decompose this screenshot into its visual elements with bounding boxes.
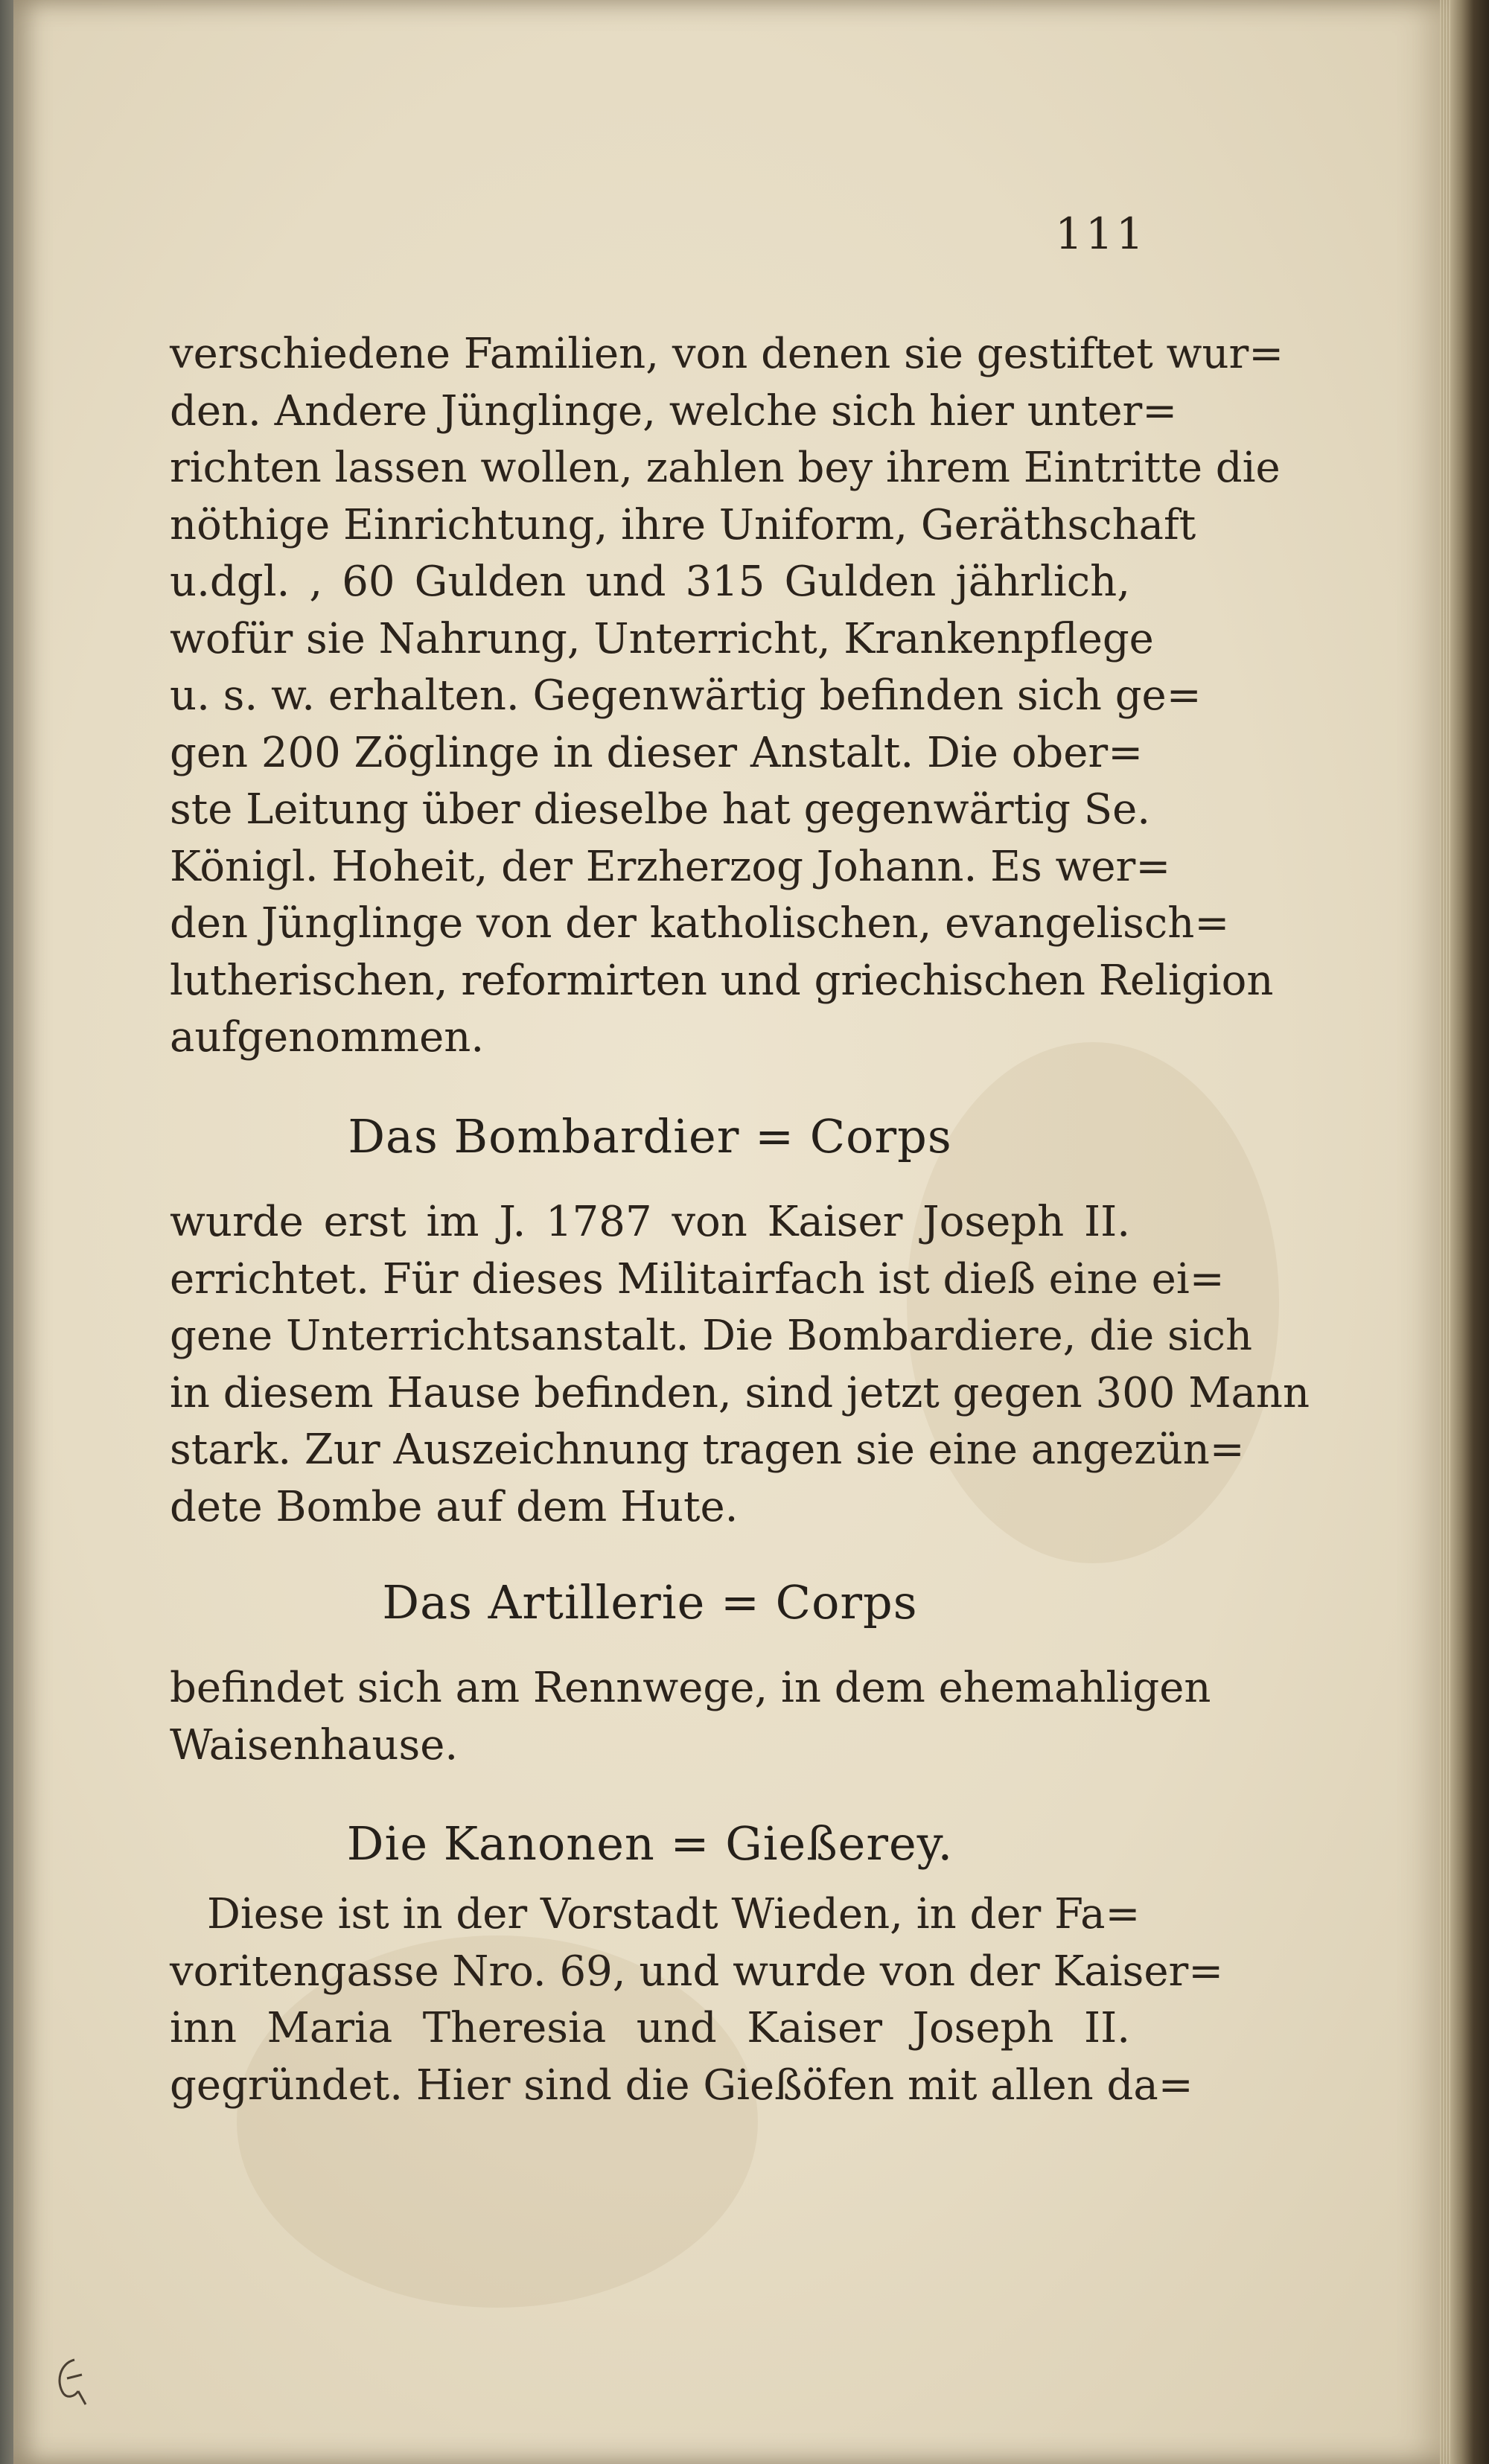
text-line: gene Unterrichtsanstalt. Die Bombardiere, die sich <box>170 1312 1253 1360</box>
text-line: u. s. w. erhalten. Gegenwärtig befinden sich ge= <box>170 671 1202 720</box>
text-line: den. Andere Jünglinge, welche sich hier unter= <box>170 386 1178 435</box>
text-line: ste Leitung über dieselbe hat gegenwärtig Se. <box>170 785 1151 834</box>
section-heading-artillerie: Das Artillerie = Corps <box>382 1575 918 1630</box>
text-line: verschiedene Familien, von denen sie gestiftet wur= <box>170 330 1284 378</box>
text-line: in diesem Hause befinden, sind jetzt gegen 300 Mann <box>170 1368 1310 1417</box>
text-line: nöthige Einrichtung, ihre Uniform, Geräthschaft <box>170 500 1196 549</box>
text-line: lutherischen, reformirten und griechischen Religion <box>170 956 1274 1005</box>
text-line: wurde erst im J. 1787 von Kaiser Joseph II. <box>170 1198 1130 1246</box>
text-line: Königl. Hoheit, der Erzherzog Johann. Es wer= <box>170 842 1171 891</box>
text-line: errichtet. Für dieses Militairfach ist dieß eine ei= <box>170 1254 1225 1303</box>
paragraph-3 <box>170 1660 1211 1774</box>
section-heading-bombardier: Das Bombardier = Corps <box>348 1109 952 1164</box>
book-gutter <box>0 0 13 2464</box>
book-spine-edge <box>1450 0 1489 2464</box>
text-line: gegründet. Hier sind die Gießöfen mit allen da= <box>170 2061 1193 2110</box>
text-line: u.dgl. , 60 Gulden und 315 Gulden jährlich, <box>170 558 1130 606</box>
text-line: voritengasse Nro. 69, und wurde von der Kaiser= <box>170 1947 1224 1996</box>
text-line: richten lassen wollen, zahlen bey ihrem Eintritte die <box>170 444 1281 492</box>
text-line: Diese ist in der Vorstadt Wieden, in der Fa= <box>207 1890 1141 1938</box>
paragraph-1 <box>170 326 1284 1067</box>
text-line: den Jünglinge von der katholischen, evangelisch= <box>170 899 1230 948</box>
page-number: 111 <box>1055 208 1147 259</box>
text-line: stark. Zur Auszeichnung tragen sie eine angezün= <box>170 1426 1245 1474</box>
paragraph-4 <box>170 1886 1224 2114</box>
text-line: inn Maria Theresia und Kaiser Joseph II. <box>170 2004 1130 2052</box>
page-edges <box>1440 0 1450 2464</box>
paragraph-2 <box>170 1194 1310 1536</box>
pencil-mark-icon <box>45 2352 97 2412</box>
text-line: befindet sich am Rennwege, in dem ehemahligen <box>170 1664 1211 1712</box>
text-line: aufgenommen. <box>170 1013 485 1062</box>
text-line: wofür sie Nahrung, Unterricht, Krankenpflege <box>170 614 1154 663</box>
section-heading-kanonen: Die Kanonen = Gießerey. <box>346 1816 954 1871</box>
text-line: Waisenhause. <box>170 1720 459 1769</box>
text-line: gen 200 Zöglinge in dieser Anstalt. Die ober= <box>170 728 1144 777</box>
text-line: dete Bombe auf dem Hute. <box>170 1482 739 1531</box>
